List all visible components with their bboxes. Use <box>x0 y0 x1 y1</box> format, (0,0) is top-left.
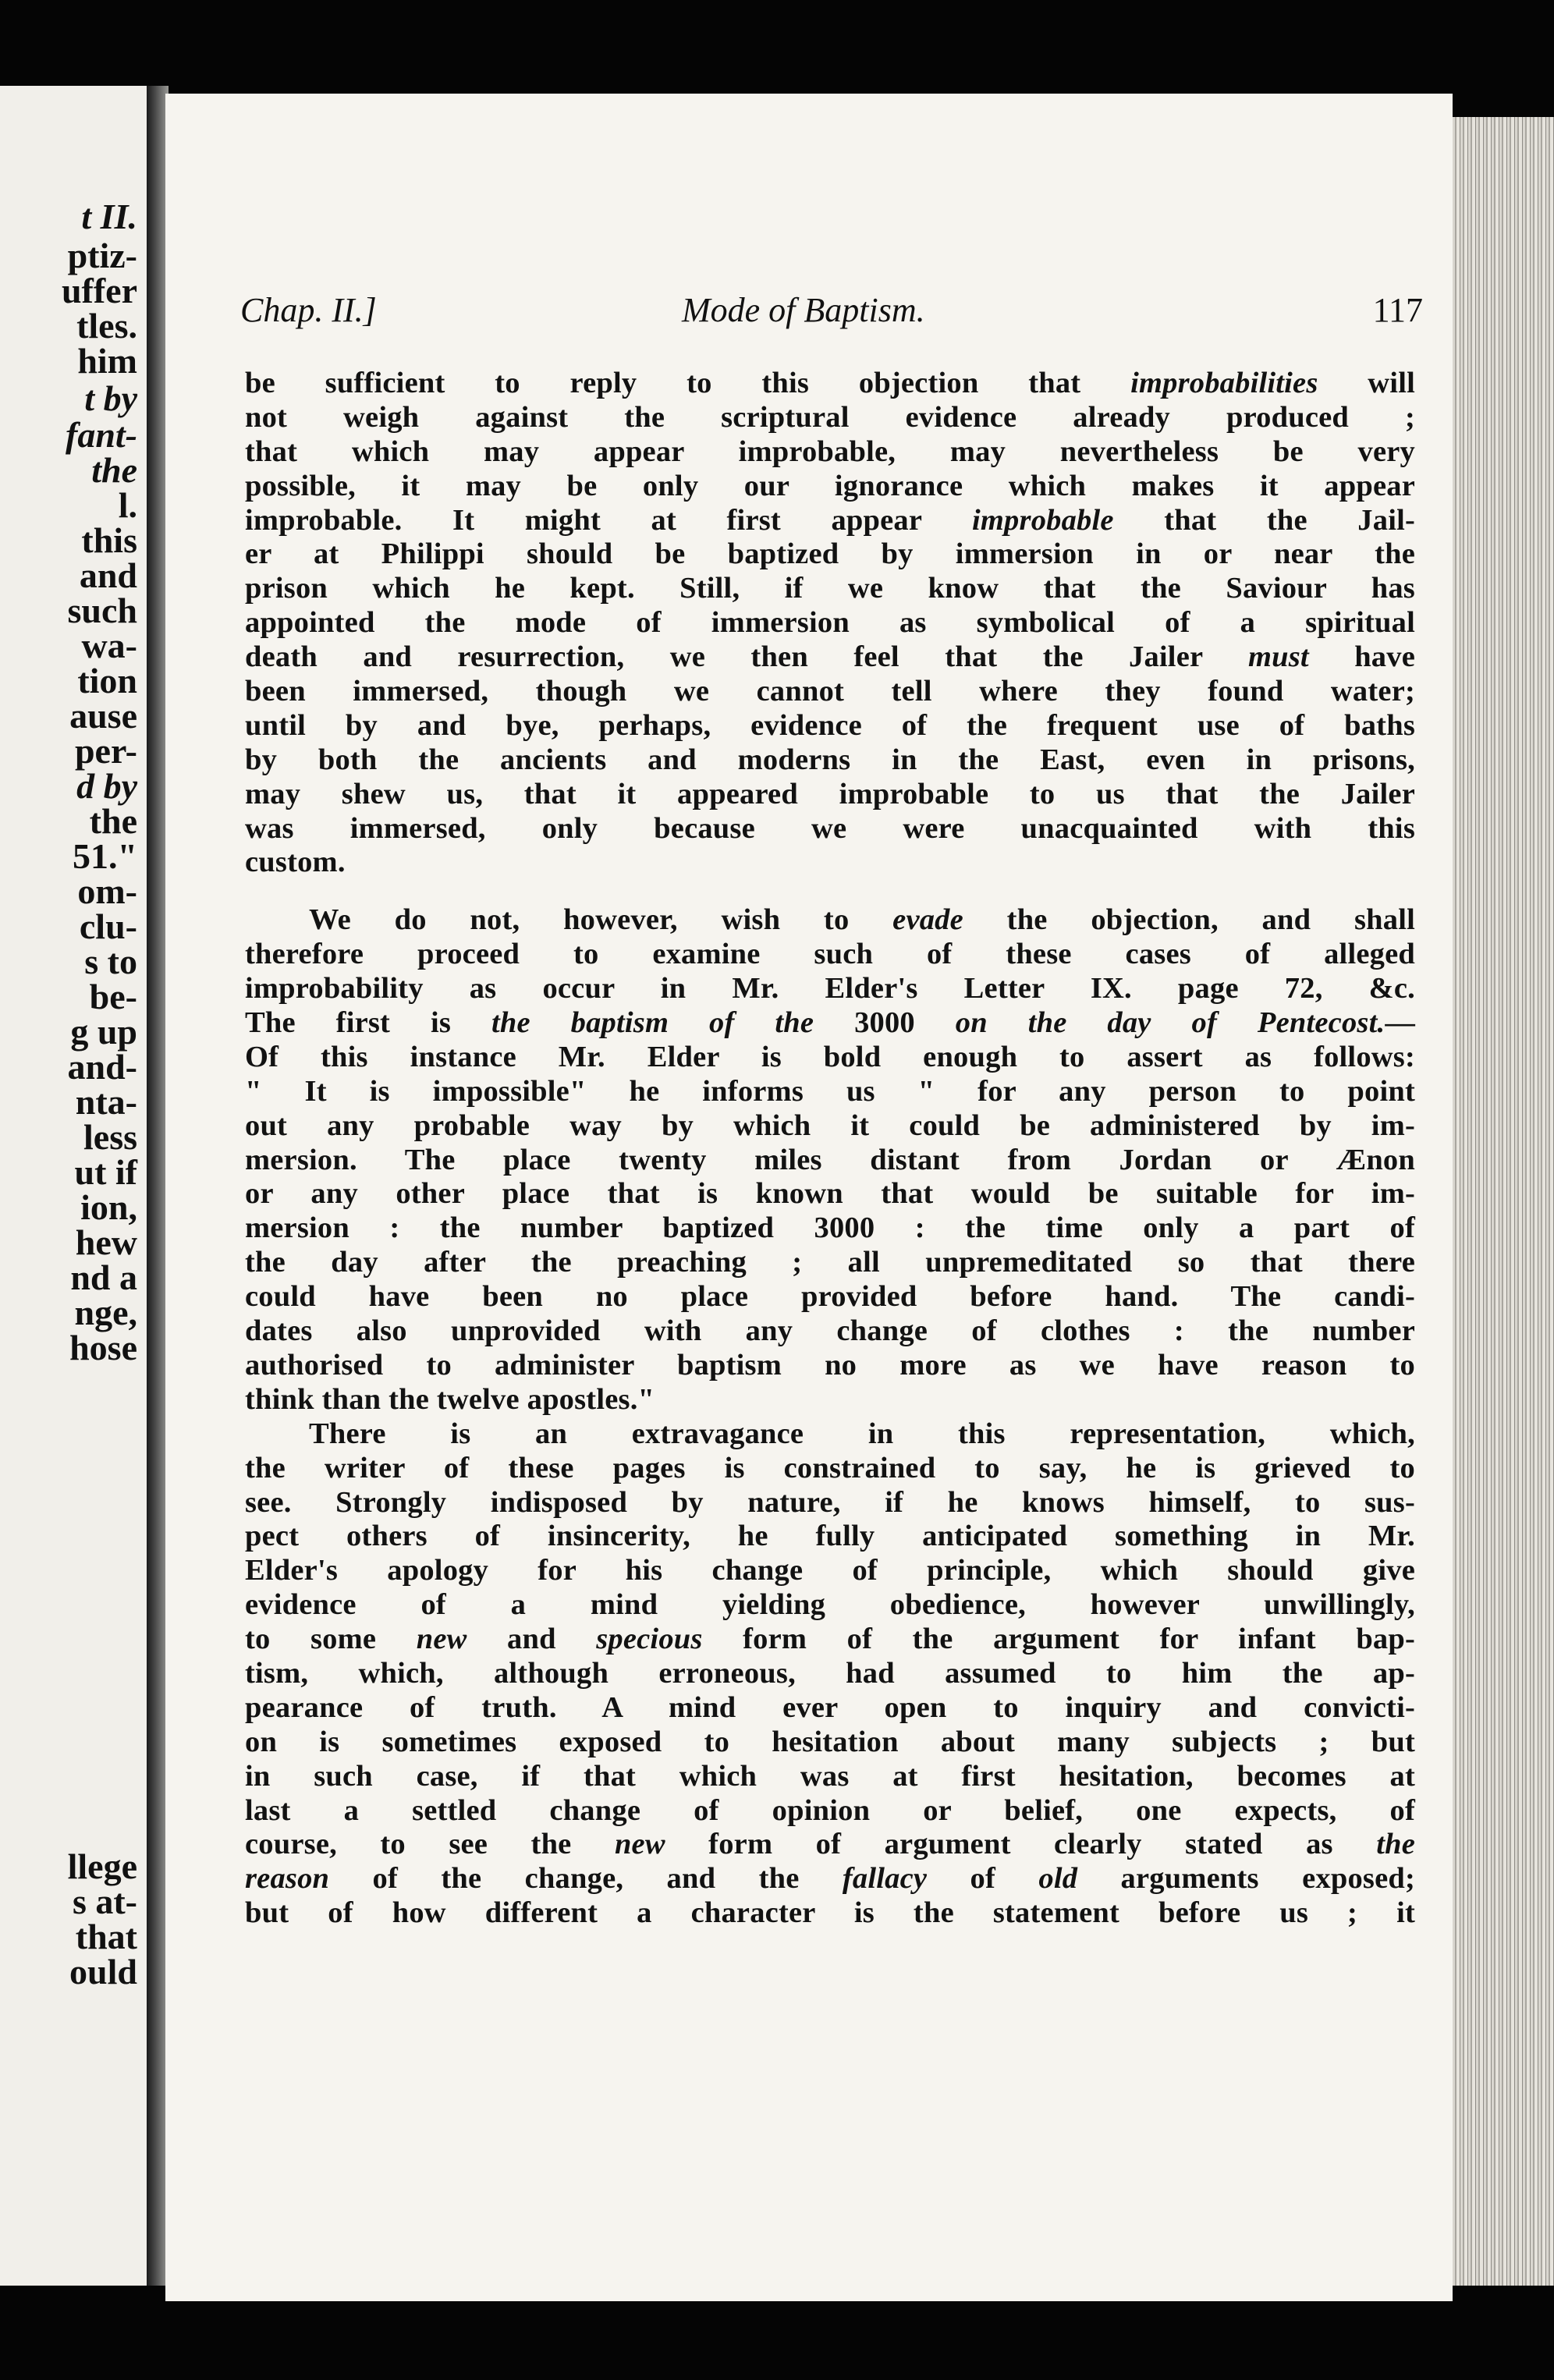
left-page-line-fragment: llege <box>67 1846 137 1886</box>
text-line <box>245 1246 1415 1280</box>
text-span: mersion : the number baptized 3000 : the time only a part of <box>245 1211 1415 1245</box>
text-line <box>245 1657 1415 1691</box>
left-page-line-fragment: that <box>75 1917 137 1956</box>
text-line <box>245 1486 1415 1520</box>
left-page-line-fragment: this <box>81 520 137 560</box>
left-page-line-fragment: less <box>83 1117 137 1157</box>
text-span: until by and bye, perhaps, evidence of the frequent use of baths <box>245 708 1415 742</box>
text-span: see. Strongly indisposed by nature, if he knows himself, to sus- <box>245 1485 1415 1519</box>
left-page-line-fragment: nta- <box>75 1082 137 1122</box>
running-header <box>237 290 1423 345</box>
left-page-line-fragment: fant- <box>66 415 137 455</box>
text-span: tism, which, although erroneous, had assumed to him the ap- <box>245 1656 1415 1690</box>
running-title: Mode of Baptism. <box>682 291 925 329</box>
text-line <box>245 1452 1415 1486</box>
text-line <box>245 1691 1415 1726</box>
page-stack-edge <box>1453 117 1554 2286</box>
text-span: — <box>1385 1006 1416 1040</box>
text-span: improbable. It might at first appear <box>245 503 973 537</box>
text-line <box>245 778 1415 812</box>
text-span: dates also unprovided with any change of clothes : the number <box>245 1314 1415 1348</box>
text-span: of <box>927 1862 1039 1896</box>
text-line <box>245 1006 1415 1041</box>
text-span: death and resurrection, we then feel that the Jailer <box>245 640 1248 674</box>
text-line <box>245 1726 1415 1760</box>
text-span: arguments exposed; <box>1077 1862 1415 1896</box>
chapter-label: Chap. II.] <box>240 291 377 329</box>
left-page-line-fragment: g up <box>70 1012 137 1052</box>
text-span: but of how different a character is the statement before us ; it <box>245 1896 1415 1930</box>
text-line <box>245 1041 1415 1075</box>
text-span: We do not, however, wish to <box>309 903 893 937</box>
text-span: pect others of insincerity, he fully anticipated something in Mr. <box>245 1520 1415 1553</box>
body-text <box>245 367 1415 1931</box>
text-span: of the change, and the <box>329 1862 843 1896</box>
left-page-fragment <box>0 86 149 2286</box>
left-page-line-fragment: ould <box>69 1952 137 1992</box>
left-page-line-fragment: hew <box>75 1222 137 1262</box>
text-span: mersion. The place twenty miles distant from Jordan or Ænon <box>245 1143 1415 1176</box>
text-line <box>245 1554 1415 1588</box>
left-page-line-fragment: 51." <box>72 836 137 876</box>
italic-text: the baptism of the <box>491 1006 814 1040</box>
text-line <box>245 812 1415 846</box>
text-span: was immersed, only because we were unacquainted with this <box>245 811 1415 845</box>
text-span: form of argument clearly stated as <box>665 1828 1377 1861</box>
left-page-line-fragment: uffer <box>61 271 137 310</box>
text-span: and <box>467 1623 597 1656</box>
text-line <box>245 1314 1415 1349</box>
text-line <box>245 1828 1415 1862</box>
text-span: on is sometimes exposed to hesitation about many subjects ; but <box>245 1725 1415 1758</box>
text-span: not weigh against the scriptural evidence already produced ; <box>245 400 1415 434</box>
left-page-line-fragment: the <box>91 450 137 490</box>
text-span: been immersed, though we cannot tell where they found water; <box>245 675 1415 708</box>
left-page-line-fragment: t II. <box>81 197 137 236</box>
italic-text: reason <box>245 1862 330 1896</box>
text-line <box>245 1794 1415 1828</box>
text-line <box>245 1144 1415 1178</box>
text-span: by both the ancients and moderns in the East, even in prisons, <box>245 743 1415 776</box>
text-span: evidence of a mind yielding obedience, however unwillingly, <box>245 1588 1415 1622</box>
text-line <box>245 1417 1415 1452</box>
left-page-line-fragment: ause <box>69 696 137 736</box>
left-page-line-fragment: per- <box>74 731 137 771</box>
text-span: will <box>1318 367 1415 399</box>
left-page-line-fragment: the <box>89 801 137 841</box>
left-page-line-fragment: s to <box>84 942 137 981</box>
book-page <box>165 94 1453 2301</box>
left-page-line-fragment: ion, <box>80 1187 137 1227</box>
text-line <box>245 435 1415 470</box>
left-page-line-fragment: wa- <box>81 626 137 665</box>
text-line <box>245 504 1415 538</box>
text-line <box>245 903 1415 938</box>
left-page-line-fragment: nd a <box>70 1257 137 1297</box>
text-span: There is an extravagance in this representation, which, <box>309 1417 1415 1450</box>
left-page-line-fragment: hose <box>69 1328 137 1367</box>
text-span: appointed the mode of immersion as symbolical of a spiritual <box>245 606 1415 640</box>
left-page-line-fragment: nge, <box>74 1293 137 1332</box>
text-line <box>245 1211 1415 1246</box>
italic-text: improbable <box>972 503 1114 537</box>
text-span: be sufficient to reply to this objection that <box>245 367 1131 399</box>
text-line <box>245 938 1415 972</box>
text-line <box>245 367 1415 401</box>
italic-text: must <box>1247 640 1309 674</box>
text-line <box>245 606 1415 640</box>
left-page-line-fragment: ut if <box>74 1152 137 1192</box>
text-span: Elder's apology for his change of principle, which should give <box>245 1554 1415 1587</box>
text-span: last a settled change of opinion or belief, one expects, of <box>245 1793 1415 1827</box>
left-page-line-fragment: s at- <box>72 1882 137 1921</box>
text-line <box>245 537 1415 572</box>
italic-text: new <box>614 1828 665 1861</box>
left-page-line-fragment: him <box>77 341 137 381</box>
text-span: prison which he kept. Still, if we know that the Saviour has <box>245 572 1415 605</box>
text-span: or any other place that is known that would be suitable for im- <box>245 1177 1415 1211</box>
text-span: think than the twelve apostles." <box>245 1382 655 1416</box>
text-line <box>245 743 1415 778</box>
left-page-line-fragment: and- <box>67 1047 137 1087</box>
text-span: that the Jail- <box>1113 503 1416 537</box>
italic-text: old <box>1038 1862 1078 1896</box>
italic-text: specious <box>596 1623 703 1656</box>
text-line <box>245 1109 1415 1144</box>
text-span: authorised to administer baptism no more as we have reason to <box>245 1348 1415 1382</box>
text-span: er at Philippi should be baptized by immersion in or near the <box>245 537 1415 571</box>
left-page-line-fragment: d by <box>76 766 137 806</box>
text-span: Of this instance Mr. Elder is bold enough to assert as follows: <box>245 1040 1415 1073</box>
text-span: the day after the preaching ; all unpremeditated so that there <box>245 1246 1415 1279</box>
text-line <box>245 1280 1415 1314</box>
text-span: custom. <box>245 846 346 879</box>
text-span: to some <box>245 1623 417 1656</box>
text-span: the writer of these pages is constrained to say, he is grieved to <box>245 1451 1415 1484</box>
italic-text: the <box>1376 1828 1415 1861</box>
italic-text: new <box>416 1623 467 1656</box>
page-number: 117 <box>1372 291 1423 329</box>
text-line <box>245 972 1415 1006</box>
text-span: 3000 <box>814 1006 956 1040</box>
text-line <box>245 675 1415 709</box>
left-page-line-fragment: clu- <box>79 906 137 946</box>
text-span: pearance of truth. A mind ever open to inquiry and convicti- <box>245 1690 1415 1724</box>
italic-text: on the day of Pentecost. <box>955 1006 1385 1040</box>
text-span: may shew us, that it appeared improbable to us that the Jailer <box>245 777 1415 810</box>
text-line <box>245 1862 1415 1896</box>
text-span: the objection, and shall <box>963 903 1415 937</box>
left-page-line-fragment: tles. <box>76 306 137 346</box>
text-line <box>245 1588 1415 1623</box>
left-page-line-fragment: l. <box>118 485 137 525</box>
text-line <box>245 401 1415 435</box>
text-line <box>245 1896 1415 1931</box>
left-page-line-fragment: tion <box>77 661 137 701</box>
text-line <box>245 470 1415 504</box>
text-span: possible, it may be only our ignorance which makes it appear <box>245 469 1415 502</box>
text-span: course, to see the <box>245 1828 615 1861</box>
text-span: that which may appear improbable, may nevertheless be very <box>245 435 1415 468</box>
text-span: could have been no place provided before hand. The candi- <box>245 1280 1415 1314</box>
text-span: in such case, if that which was at first hesitation, becomes at <box>245 1759 1415 1793</box>
text-span: improbability as occur in Mr. Elder's Letter IX. page 72, &c. <box>245 972 1415 1006</box>
left-page-line-fragment: om- <box>77 871 137 911</box>
text-line <box>245 572 1415 606</box>
text-span: " It is impossible" he informs us " for any person to point <box>245 1074 1415 1108</box>
text-span: out any probable way by which it could be administered by im- <box>245 1108 1415 1142</box>
text-span: form of the argument for infant bap- <box>702 1623 1416 1656</box>
text-line <box>245 1520 1415 1554</box>
left-page-line-fragment: and <box>79 555 137 595</box>
italic-text: evade <box>892 903 963 937</box>
text-line <box>245 709 1415 743</box>
text-line <box>245 1075 1415 1109</box>
text-line <box>245 846 1415 880</box>
text-line <box>245 1349 1415 1383</box>
text-line <box>245 1760 1415 1794</box>
italic-text: improbabilities <box>1130 367 1318 399</box>
text-line <box>245 1623 1415 1657</box>
left-page-line-fragment: t by <box>84 378 137 418</box>
left-page-line-fragment: such <box>67 591 137 630</box>
left-page-line-fragment: ptiz- <box>67 236 137 275</box>
text-line <box>245 1383 1415 1417</box>
text-span: therefore proceed to examine such of these cases of alleged <box>245 938 1415 971</box>
text-span: have <box>1308 640 1415 674</box>
left-page-line-fragment: be- <box>89 977 137 1016</box>
text-line <box>245 640 1415 675</box>
text-line <box>245 1177 1415 1211</box>
text-span: The first is <box>245 1006 491 1040</box>
italic-text: fallacy <box>842 1862 928 1896</box>
